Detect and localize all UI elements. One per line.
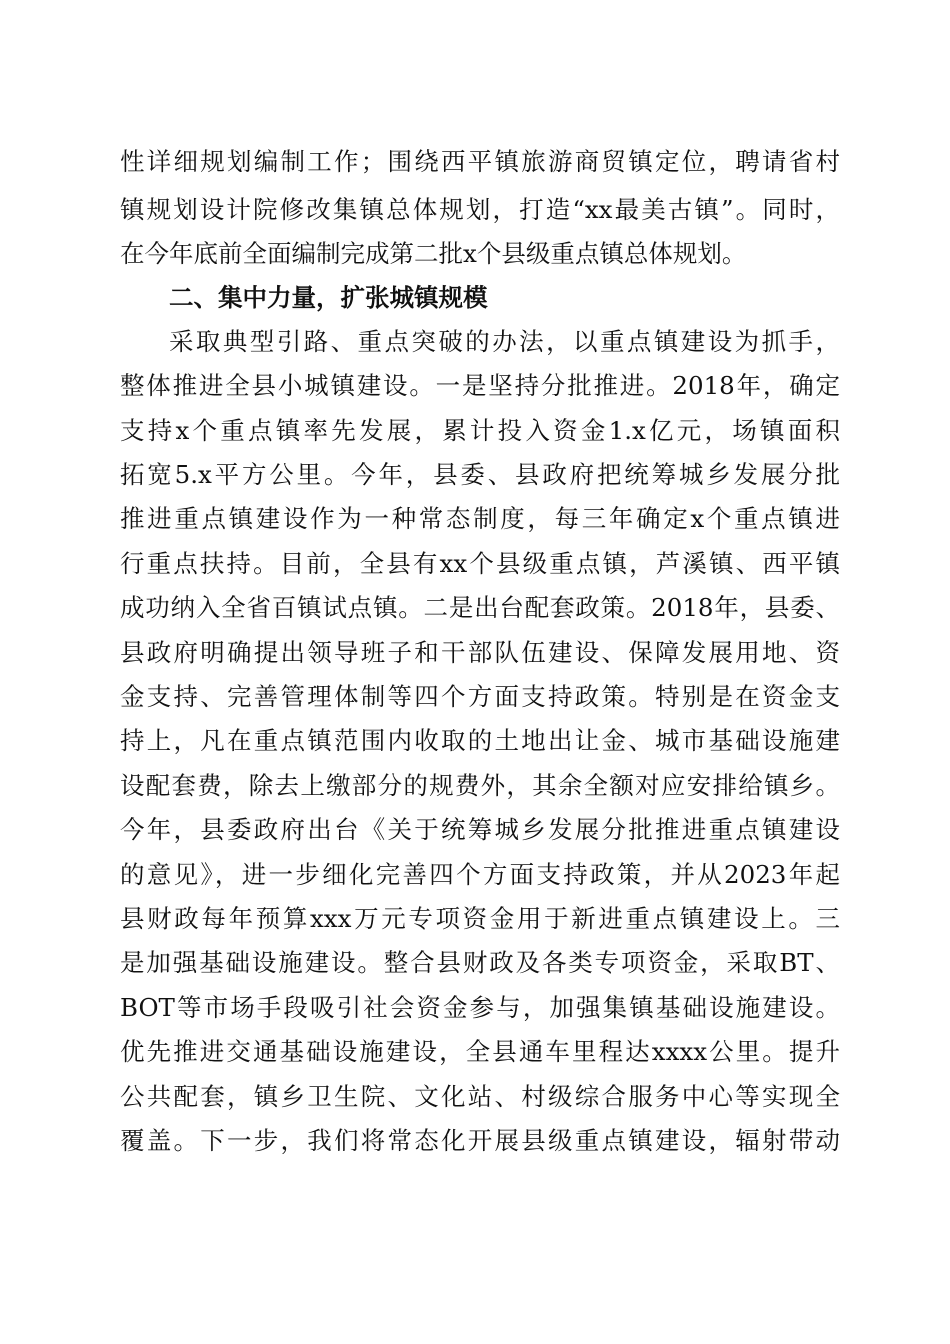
paragraph-line: 镇规划设计院修改集镇总体规划，打造“xx最美古镇”。同时，: [120, 195, 840, 224]
paragraph-line: 的意见》，进一步细化完善四个方面支持政策，并从2023年起: [120, 860, 840, 889]
paragraph-line: 县政府明确提出领导班子和干部队伍建设、保障发展用地、资: [120, 638, 840, 667]
paragraph-line: BOT等市场手段吸引社会资金参与，加强集镇基础设施建设。: [120, 993, 840, 1022]
section-heading: 二、集中力量，扩张城镇规模: [169, 283, 488, 312]
paragraph-line: 优先推进交通基础设施建设，全县通车里程达xxxx公里。提升: [120, 1037, 840, 1066]
paragraph-line: 是加强基础设施建设。整合县财政及各类专项资金，采取BT、: [120, 948, 840, 977]
paragraph-line: 覆盖。下一步，我们将常态化开展县级重点镇建设，辐射带动: [120, 1126, 840, 1155]
paragraph-line: 行重点扶持。目前，全县有xx个县级重点镇，芦溪镇、西平镇: [120, 549, 840, 578]
paragraph-line: 成功纳入全省百镇试点镇。二是出台配套政策。2018年，县委、: [120, 593, 840, 622]
paragraph-line: 性详细规划编制工作；围绕西平镇旅游商贸镇定位，聘请省村: [120, 147, 840, 176]
paragraph-line: 今年，县委政府出台《关于统筹城乡发展分批推进重点镇建设: [120, 815, 840, 844]
paragraph-line: 支持x个重点镇率先发展，累计投入资金1.x亿元，场镇面积: [120, 416, 840, 445]
paragraph-line: 持上，凡在重点镇范围内收取的土地出让金、城市基础设施建: [120, 726, 840, 755]
paragraph-line: 拓宽5.x平方公里。今年，县委、县政府把统筹城乡发展分批: [120, 460, 840, 489]
paragraph-line: 金支持、完善管理体制等四个方面支持政策。特别是在资金支: [120, 682, 840, 711]
paragraph-line: 在今年底前全面编制完成第二批x个县级重点镇总体规划。: [120, 239, 747, 268]
paragraph-line: 采取典型引路、重点突破的办法，以重点镇建设为抓手，: [169, 327, 840, 356]
paragraph-line: 设配套费，除去上缴部分的规费外，其余全额对应安排给镇乡。: [120, 771, 840, 800]
paragraph-line: 县财政每年预算xxx万元专项资金用于新进重点镇建设上。三: [120, 904, 840, 933]
paragraph-line: 公共配套，镇乡卫生院、文化站、村级综合服务中心等实现全: [120, 1082, 840, 1111]
paragraph-line: 整体推进全县小城镇建设。一是坚持分批推进。2018年，确定: [120, 371, 840, 400]
paragraph-line: 推进重点镇建设作为一种常态制度，每三年确定x个重点镇进: [120, 504, 840, 533]
